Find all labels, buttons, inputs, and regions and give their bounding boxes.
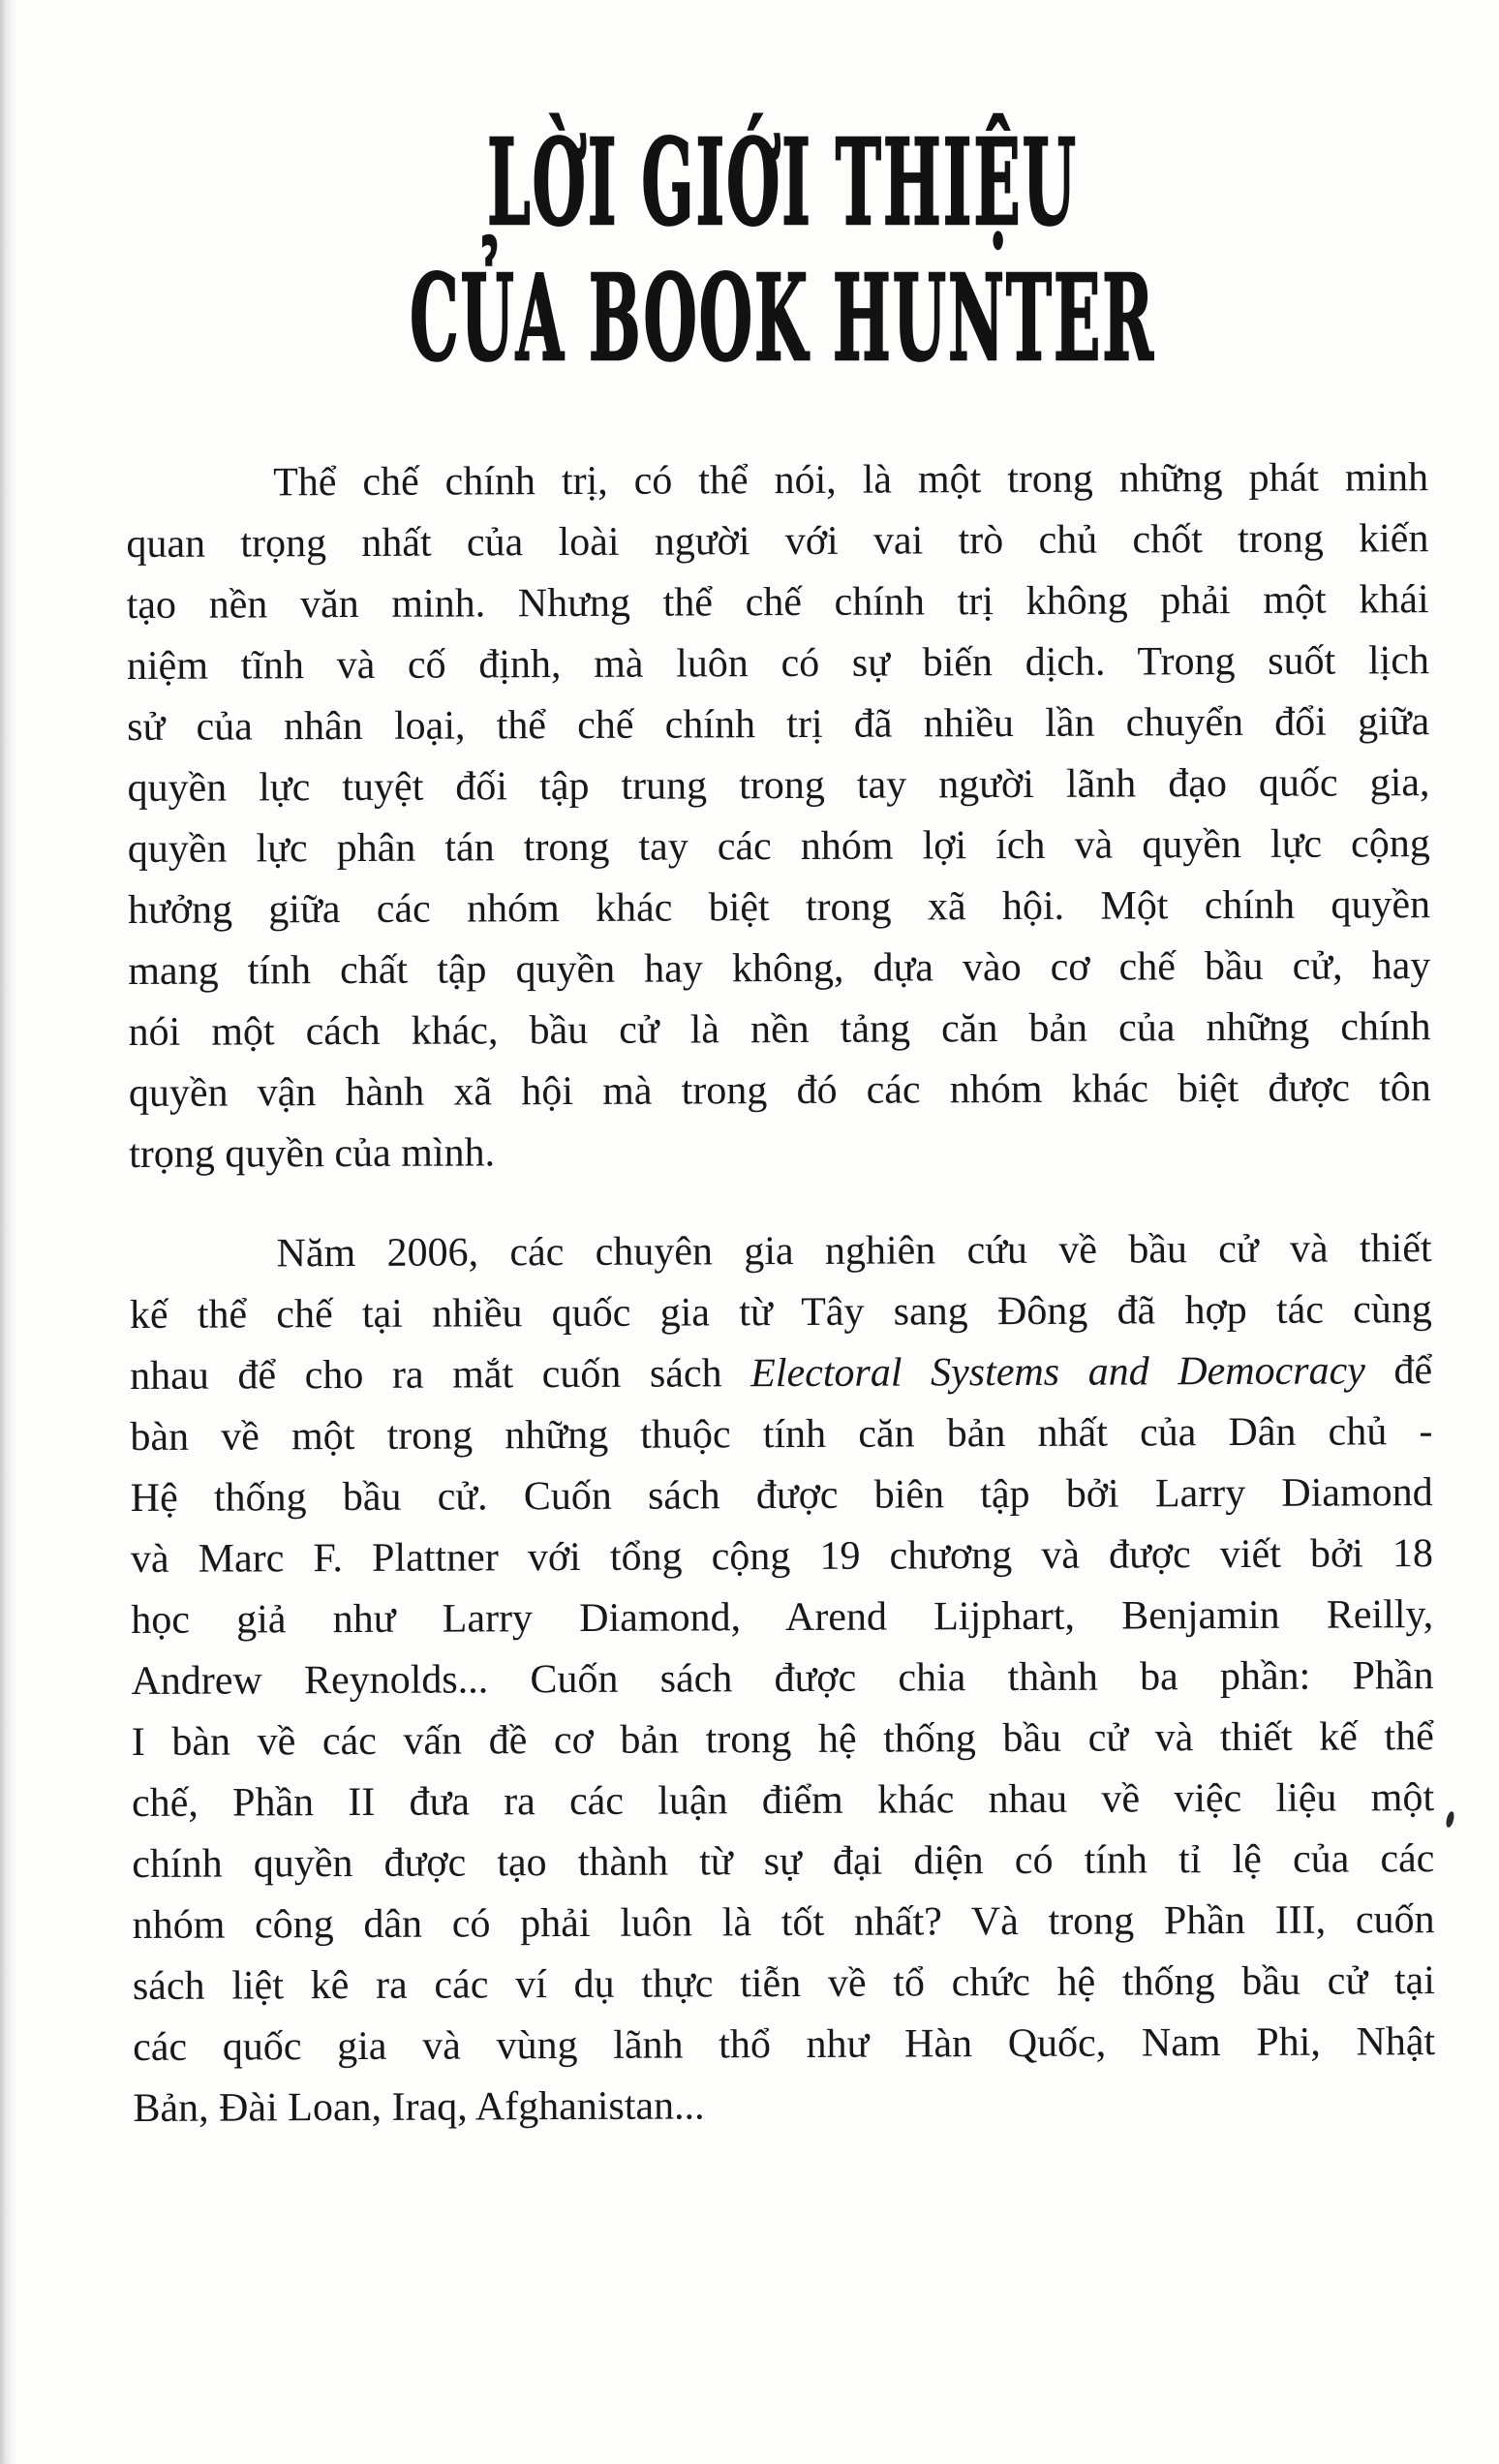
text-line: hưởng giữa các nhóm khác biệt trong xã hội. Một chính quyền <box>127 882 1431 933</box>
page-title-line-2: CỦA BOOK HUNTER <box>410 248 1155 387</box>
text-block <box>126 447 1436 2140</box>
paragraph <box>129 1218 1435 2140</box>
text-line: niệm tĩnh và cố định, mà luôn có sự biến dịch. Trong suốt lịch <box>126 638 1430 689</box>
text-line: quyền lực tuyệt đối tập trung trong tay người lãnh đạo quốc gia, <box>127 760 1430 811</box>
ink-speck-artifact <box>1445 1810 1455 1828</box>
text-line: trọng quyền của mình. <box>129 1130 496 1177</box>
text-line: I bàn về các vấn đề cơ bản trong hệ thống bầu cử và thiết kế thể <box>131 1714 1434 1765</box>
text-line: nhóm công dân có phải luôn là tốt nhất? Và trong Phần III, cuốn <box>132 1897 1435 1948</box>
text-line: và Marc F. Plattner với tổng cộng 19 chương và được viết bởi 18 <box>130 1531 1434 1582</box>
text-line: quyền lực phân tán trong tay các nhóm lợi ích và quyền lực cộng <box>127 821 1430 872</box>
text-line: tạo nền văn minh. Nhưng thể chế chính trị không phải một khái <box>126 577 1429 628</box>
text-line: học giả như Larry Diamond, Arend Lijphart, Benjamin Reilly, <box>131 1592 1434 1643</box>
text-line: nói một cách khác, bầu cử là nền tảng căn bản của những chính <box>128 1004 1431 1055</box>
text-line: chính quyền được tạo thành từ sự đại diện có tính tỉ lệ của các <box>132 1836 1435 1887</box>
text-line: Bản, Đài Loan, Iraq, Afghanistan... <box>133 2083 705 2131</box>
text-line: Năm 2006, các chuyên gia nghiên cứu về bầu cử và thiết <box>276 1226 1432 1277</box>
text-line: các quốc gia và vùng lãnh thổ như Hàn Quốc, Nam Phi, Nhật <box>133 2019 1436 2070</box>
paragraph <box>126 447 1431 1186</box>
text-line: chế, Phần II đưa ra các luận điểm khác nhau về việc liệu một <box>131 1775 1435 1826</box>
page-title-line-1: LỜI GIỚI THIỆU <box>487 112 1078 252</box>
text-line: mang tính chất tập quyền hay không, dựa vào cơ chế bầu cử, hay <box>128 943 1431 994</box>
text-line: Andrew Reynolds... Cuốn sách được chia thành ba phần: Phần <box>131 1653 1434 1704</box>
text-line: kế thể chế tại nhiều quốc gia từ Tây sang Đông đã hợp tác cùng <box>129 1287 1432 1338</box>
text-line: quan trọng nhất của loài người với vai trò chủ chốt trong kiến <box>126 516 1429 567</box>
page-title <box>33 114 1499 385</box>
scan-edge-shadow <box>0 0 17 2464</box>
text-line: sách liệt kê ra các ví dụ thực tiễn về tổ chức hệ thống bầu cử tại <box>132 1958 1435 2009</box>
text-line: quyền vận hành xã hội mà trong đó các nhóm khác biệt được tôn <box>128 1065 1431 1116</box>
text-line: bàn về một trong những thuộc tính căn bản nhất của Dân chủ - <box>130 1409 1433 1460</box>
text-line: Hệ thống bầu cử. Cuốn sách được biên tập bởi Larry Diamond <box>130 1470 1433 1521</box>
text-line: Thể chế chính trị, có thể nói, là một trong những phát minh <box>273 455 1429 506</box>
text-line: sử của nhân loại, thể chế chính trị đã nhiều lần chuyển đổi giữa <box>127 699 1430 750</box>
text-line: nhau để cho ra mắt cuốn sách Electoral Systems and Democracy để <box>130 1348 1433 1399</box>
